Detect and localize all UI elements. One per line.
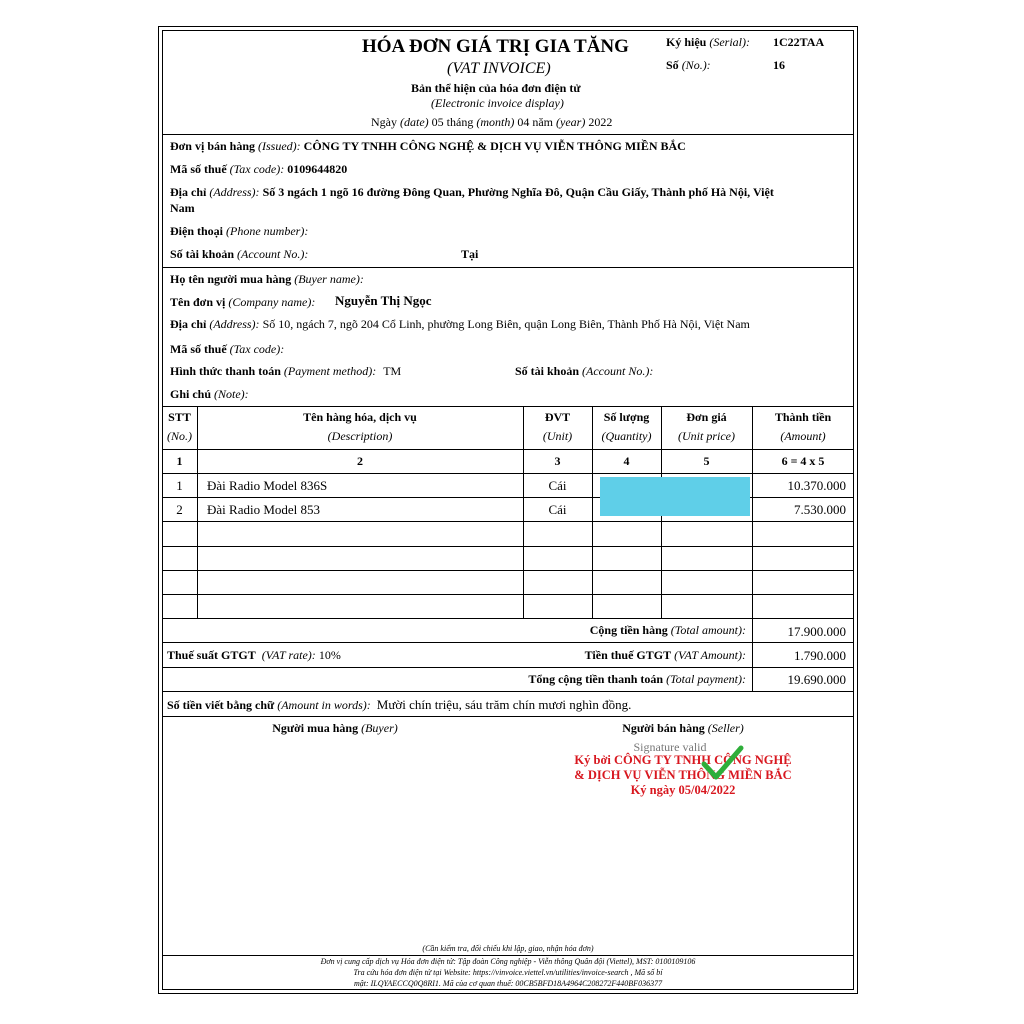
invoice-title: HÓA ĐƠN GIÁ TRỊ GIA TĂNG — [362, 36, 629, 57]
serial-label: Ký hiệu (Serial): — [666, 35, 750, 49]
vat-amount-label: Tiền thuế GTGT (VAT Amount): — [584, 648, 746, 662]
row-amount: 7.530.000 — [794, 502, 846, 517]
footer-lookup: Tra cứu hóa đơn điện tử tại Website: https://vinvoice.viettel.vn/utilities/invoice-search , Mã số bí — [353, 968, 663, 977]
buyer-company-row: Tên đơn vị (Company name): — [170, 295, 316, 309]
index-cell: 6 = 4 x 5 — [781, 454, 825, 468]
index-cell: 3 — [554, 454, 561, 468]
table-line — [162, 521, 854, 522]
redaction-block — [600, 477, 750, 516]
seller-account-row: Số tài khoản (Account No.): — [170, 247, 309, 261]
table-line — [162, 618, 854, 619]
table-line — [162, 570, 854, 571]
divider — [162, 955, 854, 956]
buyer-name-row: Họ tên người mua hàng (Buyer name): — [170, 272, 364, 286]
signature-valid-text: Signature valid — [633, 740, 707, 754]
divider — [162, 716, 854, 717]
amount-in-words-row: Số tiền viết bằng chữ (Amount in words): Mười chín triệu, sáu trăm chín mươi nghìn đồng. — [167, 697, 632, 712]
serial-value: 1C22TAA — [773, 35, 825, 49]
divider — [162, 642, 854, 643]
table-line — [162, 546, 854, 547]
subtotal-value: 17.900.000 — [787, 624, 846, 639]
col-header-no: STT (No.) — [167, 410, 192, 443]
table-line — [162, 497, 854, 498]
col-header-unit-price: Đơn giá (Unit price) — [678, 410, 735, 443]
invoice-title-en: (VAT INVOICE) — [447, 60, 551, 77]
row-description: Đài Radio Model 853 — [207, 502, 321, 517]
divider — [162, 667, 854, 668]
footer-secret-code: mật: ILQYAECCQ0Q8RI1. Mã của cơ quan thuế: 00CB5BFD18A4964C208272F440BF036377 — [353, 979, 663, 988]
seller-address-line2: Nam — [170, 201, 195, 215]
col-header-amount: Thành tiền (Amount) — [774, 410, 832, 443]
table-top-line — [162, 406, 854, 407]
seller-tax-row: Mã số thuế (Tax code): 0109644820 — [170, 162, 348, 176]
seller-signature-label: Người bán hàng (Seller) — [622, 721, 744, 735]
table-line — [162, 594, 854, 595]
invoice-subtitle-en: (Electronic invoice display) — [431, 96, 564, 110]
buyer-signature-label: Người mua hàng (Buyer) — [272, 721, 398, 735]
buyer-account-row: Số tài khoản (Account No.): — [515, 364, 654, 378]
seller-name-row: Đơn vị bán hàng (Issued): CÔNG TY TNHH CÔNG NGHỆ & DỊCH VỤ VIỄN THÔNG MIỀN BẮC — [170, 139, 686, 153]
seller-phone-row: Điện thoại (Phone number): — [170, 224, 309, 238]
table-line — [162, 473, 854, 474]
index-cell: 1 — [176, 454, 183, 468]
buyer-tax-row: Mã số thuế (Tax code): — [170, 342, 285, 356]
note-row: Ghi chú (Note): — [170, 387, 249, 401]
seller-bank-at: Tại — [461, 247, 479, 261]
checkmark-icon — [700, 744, 746, 784]
subtotal-label: Cộng tiền hàng (Total amount): — [589, 623, 746, 637]
number-label: Số (No.): — [666, 58, 711, 72]
table-line — [162, 449, 854, 450]
payment-method-row: Hình thức thanh toán (Payment method): TM — [170, 364, 402, 378]
buyer-company-value: Nguyễn Thị Ngọc — [335, 293, 432, 308]
seller-address-row: Địa chỉ (Address): Số 3 ngách 1 ngõ 16 đường Đông Quan, Phường Nghĩa Đô, Quận Cầu Giấy, Thành phố Hà Nội, Việt — [170, 185, 774, 199]
row-unit: Cái — [548, 502, 567, 517]
number-value: 16 — [773, 58, 785, 72]
col-header-unit: ĐVT (Unit) — [542, 410, 573, 443]
footer-provider: Đơn vị cung cấp dịch vụ Hóa đơn điện tử: Tập đoàn Công nghiệp - Viễn thông Quân đội (Viettel), MST: 0100109106 — [320, 957, 696, 966]
row-no: 2 — [176, 502, 183, 517]
index-cell: 2 — [357, 454, 363, 468]
digital-signature: Ký bởi CÔNG TY TNHH CÔNG NGHỆ & DỊCH VỤ VIỄN THÔNG MIỀN BẮC Ký ngày 05/04/2022 — [574, 753, 792, 797]
total-label: Tổng cộng tiền thanh toán (Total payment): — [528, 672, 746, 686]
index-cell: 5 — [703, 454, 710, 468]
divider — [162, 134, 854, 135]
vat-amount-value: 1.790.000 — [794, 648, 846, 663]
col-header-description: Tên hàng hóa, dịch vụ (Description) — [303, 410, 417, 443]
row-unit: Cái — [548, 478, 567, 493]
row-amount: 10.370.000 — [787, 478, 846, 493]
divider — [162, 267, 854, 268]
index-cell: 4 — [623, 454, 630, 468]
invoice-subtitle: Bản thể hiện của hóa đơn điện tử — [411, 81, 581, 95]
divider — [162, 691, 854, 692]
footer-check-note: (Cần kiểm tra, đối chiếu khi lập, giao, nhận hóa đơn) — [422, 944, 594, 953]
buyer-address-row: Địa chỉ (Address): Số 10, ngách 7, ngõ 204 Cổ Linh, phường Long Biên, quận Long Biên, Thành Phố Hà Nội, Việt Nam — [170, 317, 750, 331]
total-value: 19.690.000 — [787, 672, 846, 687]
vat-rate-row: Thuế suất GTGT (VAT rate): 10% — [167, 648, 341, 662]
row-description: Đài Radio Model 836S — [207, 478, 328, 493]
col-header-quantity: Số lượng (Quantity) — [601, 410, 652, 443]
invoice-date: Ngày (date) 05 tháng (month) 04 năm (year) 2022 — [371, 115, 613, 129]
row-no: 1 — [176, 478, 183, 493]
